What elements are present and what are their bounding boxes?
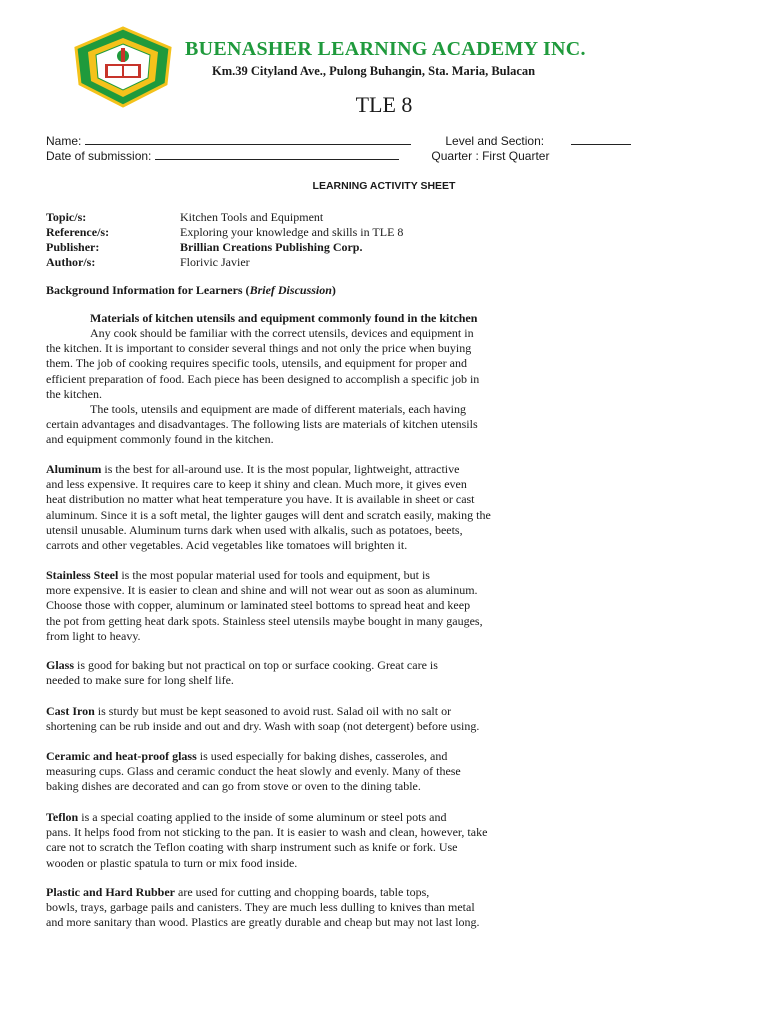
info-row-publisher bbox=[46, 240, 403, 255]
material-ceramic bbox=[46, 749, 726, 795]
material-term: Glass bbox=[46, 658, 75, 672]
text-line: certain advantages and disadvantages. The following lists are materials of kitchen utensils bbox=[46, 417, 478, 432]
text-line: The tools, utensils and equipment are made of different materials, each having bbox=[90, 401, 466, 416]
text-line: baking dishes are decorated and can go from stove or oven to the dining table. bbox=[46, 779, 421, 794]
school-address: Km.39 Cityland Ave., Pulong Buhangin, Sta. Maria, Bulacan bbox=[212, 64, 536, 78]
quarter-label: Quarter : First Quarter bbox=[431, 149, 550, 163]
info-row-author bbox=[46, 255, 403, 270]
text-line: is a special coating applied to the inside of some aluminum or steel pots and bbox=[78, 810, 447, 824]
info-label: Publisher: bbox=[46, 240, 100, 254]
background-heading-emphasis: Brief Discussion bbox=[249, 283, 332, 297]
info-row-reference bbox=[46, 225, 403, 240]
info-value: Florivic Javier bbox=[180, 255, 250, 269]
text-line: is the most popular material used for tools and equipment, but is bbox=[118, 568, 430, 582]
text-line: bowls, trays, garbage pails and canisters. They are much less dulling to knives than metal bbox=[46, 900, 475, 915]
name-label: Name: bbox=[46, 134, 82, 148]
text-line: is good for baking but not practical on top or surface cooking. Great care is bbox=[74, 658, 438, 672]
material-term: Teflon bbox=[46, 810, 79, 824]
material-term: Stainless Steel bbox=[46, 568, 119, 582]
material-term: Plastic and Hard Rubber bbox=[46, 885, 176, 899]
sheet-title: LEARNING ACTIVITY SHEET bbox=[312, 180, 456, 192]
material-stainless-steel bbox=[46, 568, 726, 644]
text-line: them. The job of cooking requires specific tools, utensils, and equipment for proper and bbox=[46, 356, 468, 371]
text-line: is sturdy but must be kept seasoned to avoid rust. Salad oil with no salt or bbox=[94, 704, 452, 718]
text-line: the kitchen. It is important to consider several things and not only the price when buying bbox=[46, 341, 472, 356]
material-glass bbox=[46, 658, 726, 688]
intro-heading: Materials of kitchen utensils and equipment commonly found in the kitchen bbox=[90, 311, 478, 325]
text-line: is the best for all-around use. It is the most popular, lightweight, attractive bbox=[101, 462, 460, 476]
text-line: and equipment commonly found in the kitchen. bbox=[46, 432, 274, 447]
background-heading-text: Background Information for Learners ( bbox=[46, 283, 250, 297]
material-plastic bbox=[46, 885, 726, 931]
material-aluminum bbox=[46, 462, 726, 553]
text-line: pans. It helps food from not sticking to the pan. It is easier to wash and clean, however, take bbox=[46, 825, 488, 840]
info-value: Kitchen Tools and Equipment bbox=[180, 210, 324, 224]
name-row bbox=[46, 133, 631, 148]
text-line: carrots and other vegetables. Acid vegetables like tomatoes will brighten it. bbox=[46, 537, 408, 552]
level-line[interactable] bbox=[571, 133, 631, 145]
text-line: measuring cups. Glass and ceramic conduct the heat slowly and evenly. Many of these bbox=[46, 764, 461, 779]
text-line: shortening can be rub inside and out and dry. Wash with soap (not detergent) before using. bbox=[46, 719, 480, 734]
text-line: needed to make sure for long shelf life. bbox=[46, 673, 234, 688]
text-line: aluminum. Since it is a soft metal, the lighter gauges will dent and scratch easily, making the bbox=[46, 507, 491, 522]
name-line[interactable] bbox=[85, 133, 411, 145]
material-term: Ceramic and heat-proof glass bbox=[46, 749, 197, 763]
info-label: Author/s: bbox=[46, 255, 96, 269]
material-cast-iron bbox=[46, 704, 726, 734]
date-row bbox=[46, 148, 549, 163]
text-line: efficient preparation of food. Each piece has been designed to accomplish a specific job in bbox=[46, 371, 480, 386]
text-line: and less expensive. It requires care to keep it shiny and clean. Much more, it gives even bbox=[46, 477, 467, 492]
text-line: utensil unusable. Aluminum turns dark when used with alkalis, such as potatoes, beets, bbox=[46, 522, 463, 537]
text-line: the pot from getting heat dark spots. Stainless steel utensils maybe bought in many gauges, bbox=[46, 613, 483, 628]
info-value: Brillian Creations Publishing Corp. bbox=[180, 240, 363, 254]
background-heading bbox=[46, 283, 336, 298]
intro-paragraph bbox=[46, 326, 726, 448]
background-heading-end: ) bbox=[331, 283, 336, 297]
text-line: are used for cutting and chopping boards, table tops, bbox=[175, 885, 430, 899]
info-value: Exploring your knowledge and skills in TLE 8 bbox=[180, 225, 404, 239]
text-line: from light to heavy. bbox=[46, 628, 141, 643]
text-line: care not to scratch the Teflon coating with sharp instrument such as knife or fork. Use bbox=[46, 840, 458, 855]
text-line: heat distribution no matter what heat temperature you have. It is available in sheet or cast bbox=[46, 492, 475, 507]
date-line[interactable] bbox=[155, 148, 399, 160]
date-label: Date of submission: bbox=[46, 149, 152, 163]
school-name: BUENASHER LEARNING ACADEMY INC. bbox=[185, 38, 586, 60]
text-line: Choose those with copper, aluminum or laminated steel bottoms to spread heat and keep bbox=[46, 598, 471, 613]
text-line: wooden or plastic spatula to turn or mix food inside. bbox=[46, 855, 298, 870]
info-label: Reference/s: bbox=[46, 225, 110, 239]
text-line: and more sanitary than wood. Plastics are greatly durable and cheap but may not last long. bbox=[46, 915, 480, 930]
document-title: TLE 8 bbox=[355, 92, 413, 117]
text-line: the kitchen. bbox=[46, 386, 102, 401]
info-table bbox=[46, 210, 403, 270]
material-term: Aluminum bbox=[46, 462, 102, 476]
text-line: is used especially for baking dishes, casseroles, and bbox=[196, 749, 448, 763]
material-term: Cast Iron bbox=[46, 704, 95, 718]
text-line: more expensive. It is easier to clean and shine and will not wear out as soon as aluminum. bbox=[46, 583, 478, 598]
material-teflon bbox=[46, 810, 726, 871]
text-line: Any cook should be familiar with the correct utensils, devices and equipment in bbox=[90, 326, 474, 340]
info-row-topic bbox=[46, 210, 403, 225]
level-label: Level and Section: bbox=[445, 134, 545, 148]
info-label: Topic/s: bbox=[46, 210, 87, 224]
